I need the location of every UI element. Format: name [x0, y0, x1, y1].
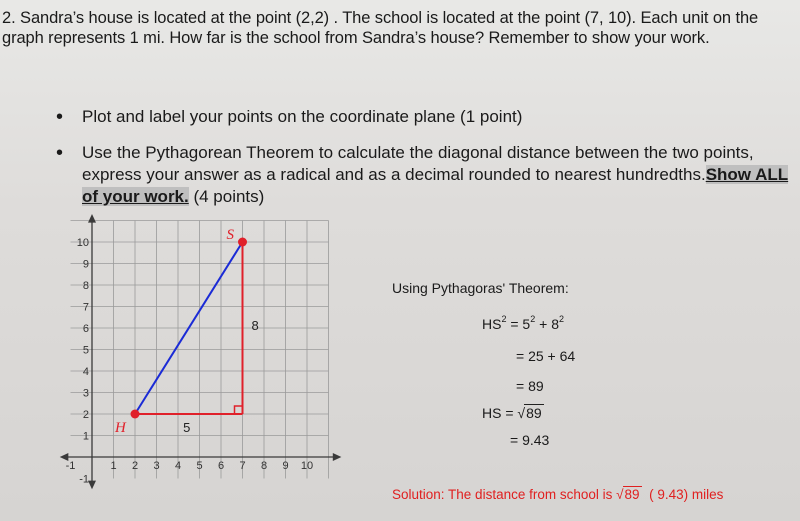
- instruction-text: Plot and label your points on the coordinate plane (1 point): [82, 107, 523, 126]
- solution-statement: [392, 486, 723, 502]
- radical-icon: √: [517, 405, 526, 421]
- equation-5: = 9.43: [510, 432, 550, 448]
- instruction-text: Use the Pythagorean Theorem to calculate the diagonal distance between the two points, express your answer as a radical and as a decimal rounded to nearest hundredths.: [82, 143, 754, 184]
- y-tick-label: 4: [82, 366, 89, 378]
- x-tick-label: 6: [217, 460, 225, 472]
- x-tick-label: 10: [300, 460, 314, 472]
- coordinate-plane: [50, 227, 330, 512]
- exponent: 2: [501, 314, 507, 324]
- equation-1: [482, 316, 564, 332]
- y-tick-label: 3: [82, 387, 89, 400]
- y-tick-label: 6: [82, 323, 89, 335]
- solution-radicand: 89: [624, 487, 640, 502]
- equation-2: = 25 + 64: [516, 348, 576, 364]
- y-tick-label: 10: [76, 237, 89, 249]
- radical-icon: √: [616, 487, 624, 502]
- solution-prefix: Solution: The distance from school is: [392, 487, 617, 502]
- x-tick-label: -1: [65, 460, 76, 472]
- y-tick-label: 7: [82, 301, 89, 314]
- eq4-lhs: HS =: [482, 405, 518, 421]
- instruction-item-plot: [0, 106, 800, 128]
- x-tick-label: 4: [174, 460, 182, 472]
- radicand: 89: [526, 405, 542, 421]
- x-tick-label: 8: [260, 460, 268, 472]
- instruction-list: [0, 106, 800, 222]
- tick-labels: [66, 237, 314, 486]
- y-tick-label: -1: [79, 473, 89, 486]
- vertical-leg-label: 8: [251, 318, 259, 333]
- x-tick-label: 3: [153, 460, 160, 472]
- equation-4: [482, 404, 544, 421]
- bullet-icon: •: [56, 106, 64, 128]
- y-tick-label: 1: [82, 430, 89, 443]
- bullet-icon: •: [56, 142, 64, 164]
- right-angle-marker: [235, 406, 243, 414]
- y-tick-label: 8: [82, 280, 89, 292]
- horizontal-leg-label: 5: [183, 420, 191, 435]
- x-tick-label: 7: [239, 460, 246, 472]
- y-tick-label: 2: [82, 409, 89, 421]
- grid: [71, 221, 329, 479]
- exponent: 2: [558, 314, 564, 324]
- x-tick-label: 5: [196, 460, 203, 472]
- instruction-emphasis: Show ALL of your work.: [82, 165, 789, 206]
- instruction-points: (4 points): [188, 187, 265, 206]
- eq1-rhs-b: + 8: [539, 316, 559, 332]
- x-tick-label: 2: [131, 460, 139, 472]
- eq1-lhs: HS: [482, 316, 502, 332]
- x-axis-arrow-icon: [333, 453, 342, 461]
- point-s: [238, 238, 247, 247]
- point-s-label: S: [226, 227, 234, 243]
- instruction-item-pythagorean: [0, 142, 800, 208]
- work-title: Using Pythagoras' Theorem:: [392, 280, 569, 296]
- equation-3: = 89: [516, 378, 544, 394]
- y-tick-label: 9: [82, 258, 89, 271]
- y-tick-label: 5: [82, 344, 89, 357]
- axes: [60, 214, 342, 489]
- x-tick-label: 9: [282, 460, 289, 472]
- eq1-rhs-a: = 5: [510, 316, 531, 332]
- solution-suffix: ( 9.43) miles: [641, 487, 724, 502]
- exponent: 2: [530, 314, 536, 324]
- x-tick-label: 1: [110, 460, 117, 472]
- point-h-label: H: [115, 420, 126, 436]
- problem-statement: 2. Sandra’s house is located at the point (2,2) . The school is located at the point (7, 10). Each unit on the graph represents 1 mi. How far is the school from Sandra’s house? Remember to show your work.: [2, 9, 759, 47]
- y-axis-arrow-icon: [88, 481, 96, 490]
- point-h: [131, 410, 140, 419]
